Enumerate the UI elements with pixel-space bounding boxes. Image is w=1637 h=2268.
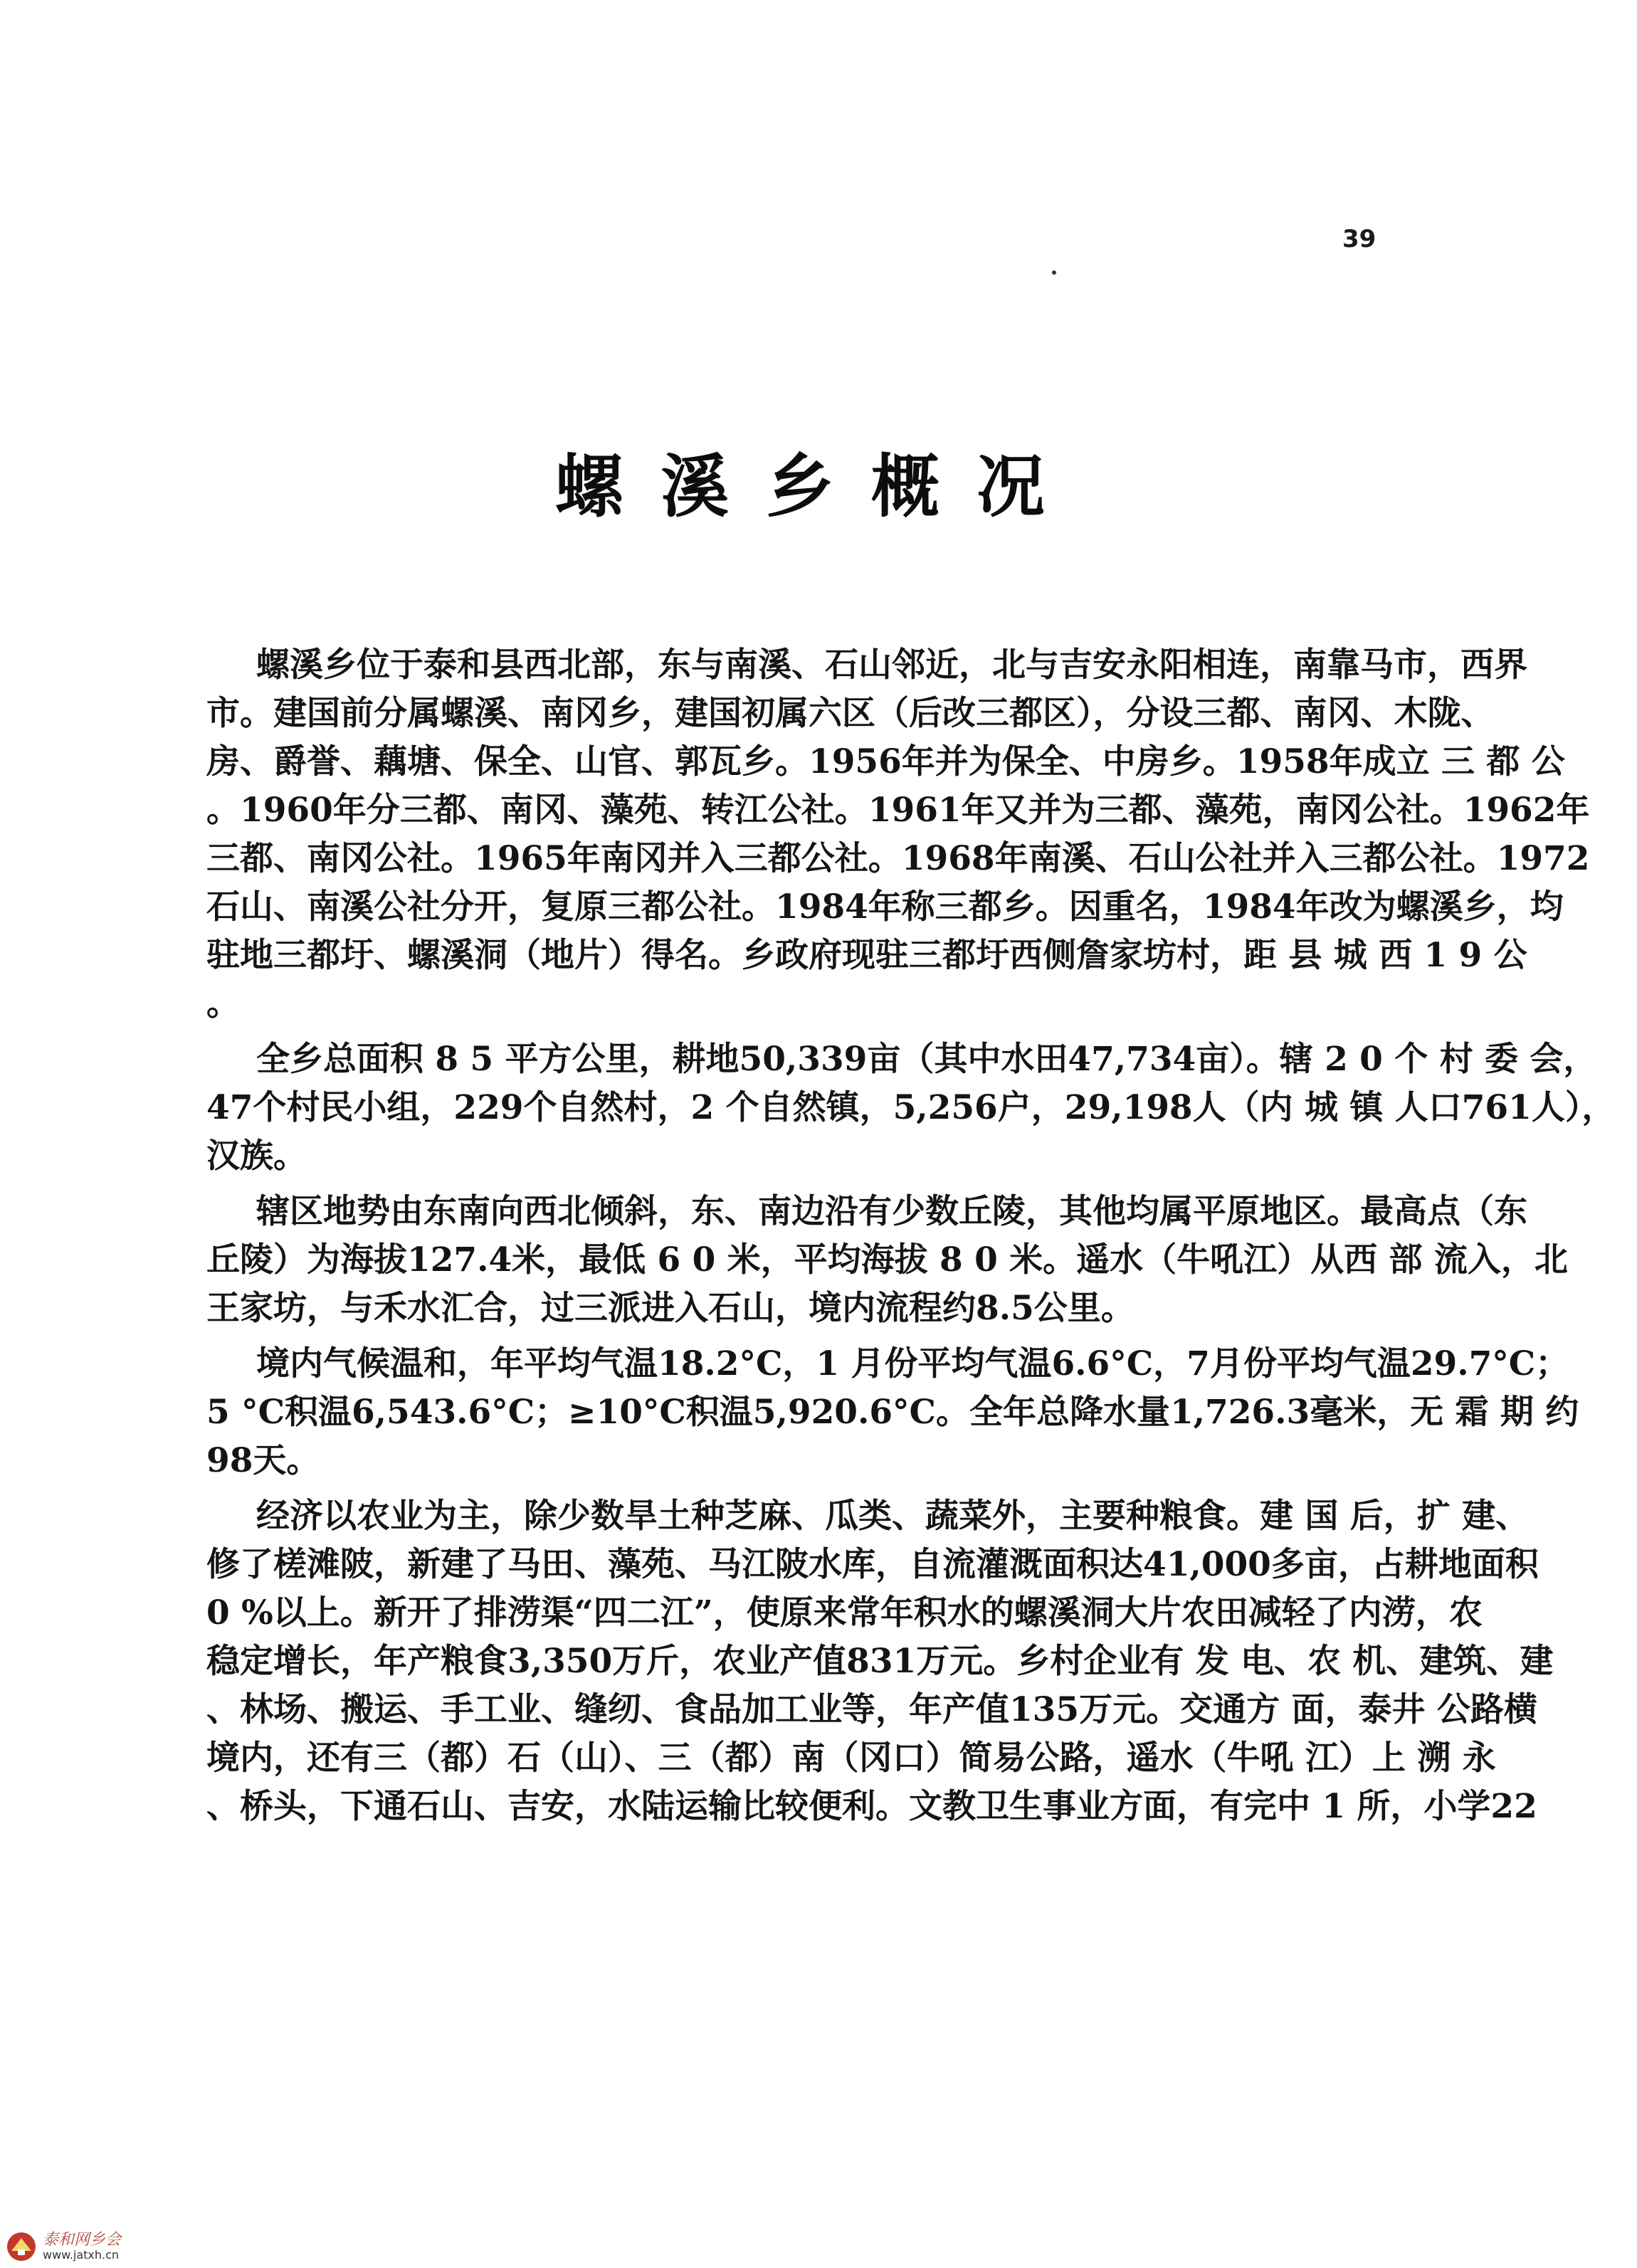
text-line: 房、爵誉、藕塘、保全、山官、郭瓦乡。1956年并为保全、中房乡。1958年成立 三 都 公 <box>206 742 1565 781</box>
text-line: 修了槎滩陂，新建了马田、藻苑、马江陂水库，自流灌溉面积达41,000多亩，占耕地面积 <box>206 1545 1539 1584</box>
text-line: 石山、南溪公社分开，复原三都公社。1984年称三都乡。因重名，1984年改为螺溪乡，均 <box>206 887 1564 927</box>
text-line: 汉族。 <box>206 1136 307 1176</box>
text-line: 王家坊，与禾水汇合，过三派进入石山，境内流程约8.5公里。 <box>206 1289 1135 1328</box>
text-line: 0 %以上。新开了排涝渠“四二江”，使原来常年积水的螺溪洞大片农田减轻了内涝，农 <box>206 1593 1483 1633</box>
page-title: 螺溪乡概况 <box>555 447 1082 527</box>
text-line: 辖区地势由东南向西北倾斜，东、南边沿有少数丘陵，其他均属平原地区。最高点（东 <box>256 1192 1527 1231</box>
text-line: 5 °C积温6,543.6°C；≥10°C积温5,920.6°C。全年总降水量1,726.3毫米，无 霜 期 约 <box>206 1393 1579 1432</box>
watermark-name: 泰和网乡会 <box>43 2231 122 2249</box>
text-line: 。 <box>206 984 240 1023</box>
page-number: 39 <box>1342 225 1377 253</box>
text-line: 丘陵）为海拔127.4米，最低 6 0 米，平均海拔 8 0 米。遥水（牛吼江）从西 部 流入，北 <box>206 1240 1568 1280</box>
text-line: 驻地三都圩、螺溪洞（地片）得名。乡政府现驻三都圩西侧詹家坊村，距 县 城 西 1 9 公 <box>206 936 1527 975</box>
text-line: 47个村民小组，229个自然村，2 个自然镇，5,256户，29,198人（内 城 镇 人口761人）， <box>206 1088 1616 1127</box>
text-line: 、桥头，下通石山、吉安，水陆运输比较便利。文教卫生事业方面，有完中 1 所，小学22 <box>206 1787 1537 1826</box>
text-line: 境内气候温和，年平均气温18.2°C，1 月份平均气温6.6°C，7月份平均气温29.7°C； <box>256 1344 1569 1383</box>
scan-speck <box>1052 270 1056 275</box>
text-line: 98天。 <box>206 1441 320 1480</box>
text-line: 境内，还有三（都）石（山）、三（都）南（冈口）简易公路，遥水（牛吼 江）上 溯 永 <box>206 1739 1496 1778</box>
text-line: 、林场、搬运、手工业、缝纫、食品加工业等，年产值135万元。交通方 面，泰井 公路横 <box>206 1690 1537 1729</box>
text-line: 全乡总面积 8 5 平方公里，耕地50,339亩（其中水田47,734亩）。辖 2 0 个 村 委 会， <box>256 1040 1597 1079</box>
watermark-url: www.jatxh.cn <box>43 2248 120 2262</box>
text-line: 稳定增长，年产粮食3,350万斤，农业产值831万元。乡村企业有 发 电、农 机、建筑、建 <box>206 1642 1554 1681</box>
site-logo-icon <box>6 2231 37 2262</box>
text-line: 螺溪乡位于泰和县西北部，东与南溪、石山邻近，北与吉安永阳相连，南靠马市，西界 <box>256 645 1527 685</box>
text-line: 市。建国前分属螺溪、南冈乡，建国初属六区（后改三都区），分设三都、南冈、木陇、 <box>206 694 1495 733</box>
text-line: 三都、南冈公社。1965年南冈并入三都公社。1968年南溪、石山公社并入三都公社。1972 <box>206 839 1590 878</box>
text-line: 经济以农业为主，除少数旱土种芝麻、瓜类、蔬菜外，主要种粮食。建 国 后，扩 建、 <box>256 1497 1530 1536</box>
watermark <box>6 2231 121 2262</box>
text-line: 。1960年分三都、南冈、藻苑、转江公社。1961年又并为三都、藻苑，南冈公社。1962年 <box>206 791 1590 830</box>
